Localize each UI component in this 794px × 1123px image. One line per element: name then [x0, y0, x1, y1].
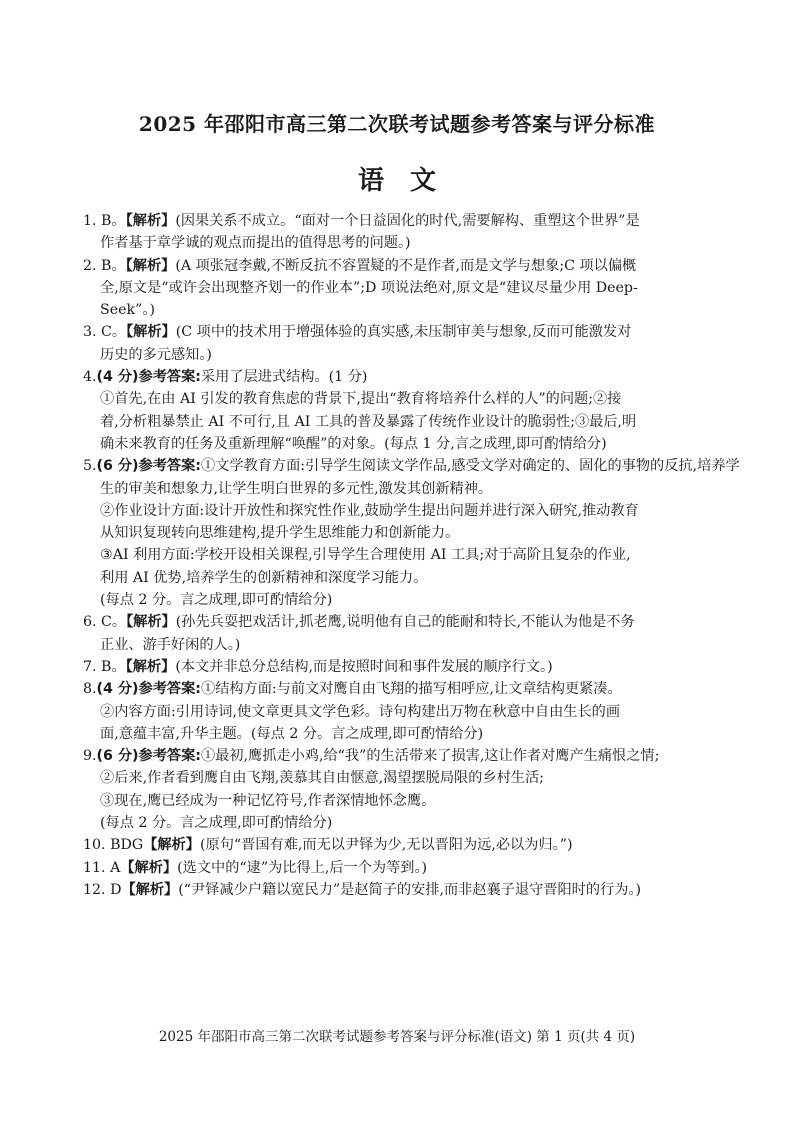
question-number: 8. — [83, 681, 97, 698]
question-number: 12. D — [83, 881, 122, 898]
answer-item — [83, 455, 740, 611]
answer-tag: 【解析】 — [126, 614, 176, 631]
answer-line — [100, 478, 723, 500]
answer-line — [83, 857, 723, 879]
answer-item — [83, 678, 723, 745]
document-title: 2025 年邵阳市高三第二次联考试题参考答案与评分标准 — [138, 112, 656, 136]
answer-text: (A 项张冠李戴,不断反抗不容置疑的不是作者,而是文学与想象;C 项以偏概 — [175, 257, 637, 274]
answer-item — [83, 611, 723, 656]
answer-line — [100, 411, 723, 433]
answer-item — [83, 656, 723, 678]
answer-item — [83, 834, 723, 856]
answer-item — [83, 321, 723, 366]
answer-list — [83, 210, 740, 901]
answer-item — [83, 210, 723, 255]
answer-line — [83, 366, 723, 388]
answer-tag: (4 分)参考答案: — [96, 681, 201, 698]
answer-text: (C 项中的技术用于增强体验的真实感,未压制审美与想象,反而可能激发对 — [175, 324, 632, 341]
question-number: 9. — [83, 748, 97, 765]
answer-text: 历史的多元感知。) — [100, 346, 212, 363]
answer-line — [83, 611, 723, 633]
answer-line — [100, 500, 723, 522]
answer-text: (每点 2 分。言之成理,即可酌情给分) — [100, 815, 333, 832]
answer-tag: 【解析】 — [125, 213, 176, 229]
answer-item — [83, 857, 723, 879]
page-footer: 2025 年邵阳市高三第二次联考试题参考答案与评分标准(语文) 第 1 页(共 4 页) — [158, 1029, 636, 1045]
answer-line — [83, 210, 723, 232]
answer-line — [100, 701, 723, 723]
answer-text: ①结构方面:与前文对鹰自由飞翔的描写相呼应,让文章结构更紧凑。 — [200, 681, 622, 698]
answer-text: 生的审美和想象力,让学生明白世界的多元性,激发其创新精神。 — [100, 480, 493, 497]
answer-line — [100, 299, 723, 321]
answer-text: (本文并非总分总结构,而是按照时间和事件发展的顺序行文。) — [175, 658, 553, 675]
answer-line — [100, 567, 723, 589]
answer-text: ②后来,作者看到鹰自由飞翔,羡慕其自由惬意,渴望摆脱局限的乡村生活; — [100, 770, 544, 787]
question-number: 4. — [83, 369, 97, 386]
subject-heading: 语文 — [357, 166, 462, 196]
answer-line — [100, 277, 723, 299]
answer-line — [100, 232, 723, 254]
answer-tag: (4 分)参考答案: — [96, 369, 201, 386]
answer-tag: (6 分)参考答案: — [96, 748, 201, 765]
answer-text: 从知识复现转向思维建构,提升学生思维能力和创新能力。 — [100, 525, 460, 542]
answer-line — [83, 678, 723, 700]
answer-line — [83, 656, 723, 678]
answer-line — [100, 812, 723, 834]
answer-item — [83, 879, 723, 901]
answer-item — [83, 255, 723, 322]
answer-line — [100, 723, 723, 745]
answer-text: ③AI 利用方面:学校开设相关课程,引导学生合理使用 AI 工具;对于高阶且复杂的作业, — [100, 547, 631, 564]
question-number: 11. A — [83, 859, 121, 876]
question-number: 3. C。 — [83, 324, 127, 341]
answer-line — [100, 522, 723, 544]
answer-line — [100, 388, 723, 410]
answer-text: Seek”。) — [100, 302, 155, 319]
answer-line — [100, 634, 723, 656]
question-number: 10. BDG — [83, 837, 144, 854]
answer-line — [83, 745, 723, 767]
answer-tag: 【解析】 — [120, 859, 178, 876]
answer-line — [83, 255, 723, 277]
answer-text: 面,意蕴丰富,升华主题。(每点 2 分。言之成理,即可酌情给分) — [100, 725, 484, 742]
answer-text: 利用 AI 优势,培养学生的创新精神和深度学习能力。 — [100, 569, 428, 586]
question-number: 6. C。 — [83, 614, 127, 631]
answer-tag: 【解析】 — [121, 881, 179, 898]
answer-text: ③现在,鹰已经成为一种记忆符号,作者深情地怀念鹰。 — [100, 792, 436, 809]
answer-line — [83, 834, 723, 856]
answer-text: ①最初,鹰抓走小鸡,给“我”的生活带来了损害,这让作者对鹰产生痛恨之情; — [200, 748, 660, 765]
answer-text: 全,原文是“或许会出现整齐划一的作业本”;D 项说法绝对,原文是“建议尽量少用 Deep- — [100, 279, 638, 296]
answer-text: 确未来教育的任务及重新理解“唤醒”的对象。(每点 1 分,言之成理,即可酌情给分) — [100, 435, 607, 452]
question-number: 2. B。 — [83, 257, 126, 274]
answer-line — [83, 879, 723, 901]
answer-tag: 【解析】 — [125, 658, 176, 675]
answer-tag: 【解析】 — [126, 324, 176, 341]
answer-line — [100, 767, 723, 789]
answer-text: (“尹铎减少户籍以宽民力”是赵简子的安排,而非赵襄子退守晋阳时的行为。) — [178, 881, 642, 898]
answer-text: ①文学教育方面:引导学生阅读文学作品,感受文学对确定的、固化的事物的反抗,培养学 — [200, 458, 740, 475]
answer-text: (原句“晋国有难,而无以尹铎为少,无以晋阳为远,必以为归。”) — [199, 837, 573, 854]
answer-text: ②内容方面:引用诗词,使文章更具文学色彩。诗句构建出万物在秋意中自由生长的画 — [100, 703, 621, 720]
answer-tag: (6 分)参考答案: — [96, 458, 201, 475]
answer-tag: 【解析】 — [125, 257, 176, 274]
answer-item — [83, 366, 723, 455]
answer-line — [83, 321, 723, 343]
question-number: 1. B。 — [83, 213, 126, 229]
answer-line — [100, 790, 723, 812]
question-number: 7. B。 — [83, 658, 126, 675]
answer-line — [83, 455, 740, 477]
answer-text: (孙先兵耍把戏活计,抓老鹰,说明他有自己的能耐和特长,不能认为他是不务 — [175, 614, 635, 631]
answer-line — [100, 344, 723, 366]
answer-text: (每点 2 分。言之成理,即可酌情给分) — [100, 592, 333, 609]
answer-text: ①首先,在由 AI 引发的教育焦虑的背景下,提出“教育将培养什么样的人”的问题;②接 — [100, 391, 622, 408]
answer-line — [100, 433, 723, 455]
answer-text: (选文中的“逮”为比得上,后一个为等到。) — [177, 859, 428, 876]
answer-text: 正业、游手好闲的人。) — [100, 636, 241, 653]
answer-line — [100, 589, 723, 611]
answer-text: 着,分析粗暴禁止 AI 不可行,且 AI 工具的普及暴露了传统作业设计的脆弱性;③最后,明 — [100, 413, 637, 430]
answer-text: ②作业设计方面:设计开放性和探究性作业,鼓励学生提出问题并进行深入研究,推动教育 — [100, 502, 639, 519]
answer-text: (因果关系不成立。“面对一个日益固化的时代,需要解构、重塑这个世界”是 — [175, 213, 640, 229]
answer-text: 作者基于章学诚的观点而提出的值得思考的问题。) — [100, 235, 411, 252]
answer-item — [83, 745, 723, 834]
answer-line — [100, 544, 723, 566]
answer-text: 采用了层进式结构。(1 分) — [200, 369, 368, 386]
question-number: 5. — [83, 458, 97, 475]
answer-tag: 【解析】 — [143, 837, 200, 854]
